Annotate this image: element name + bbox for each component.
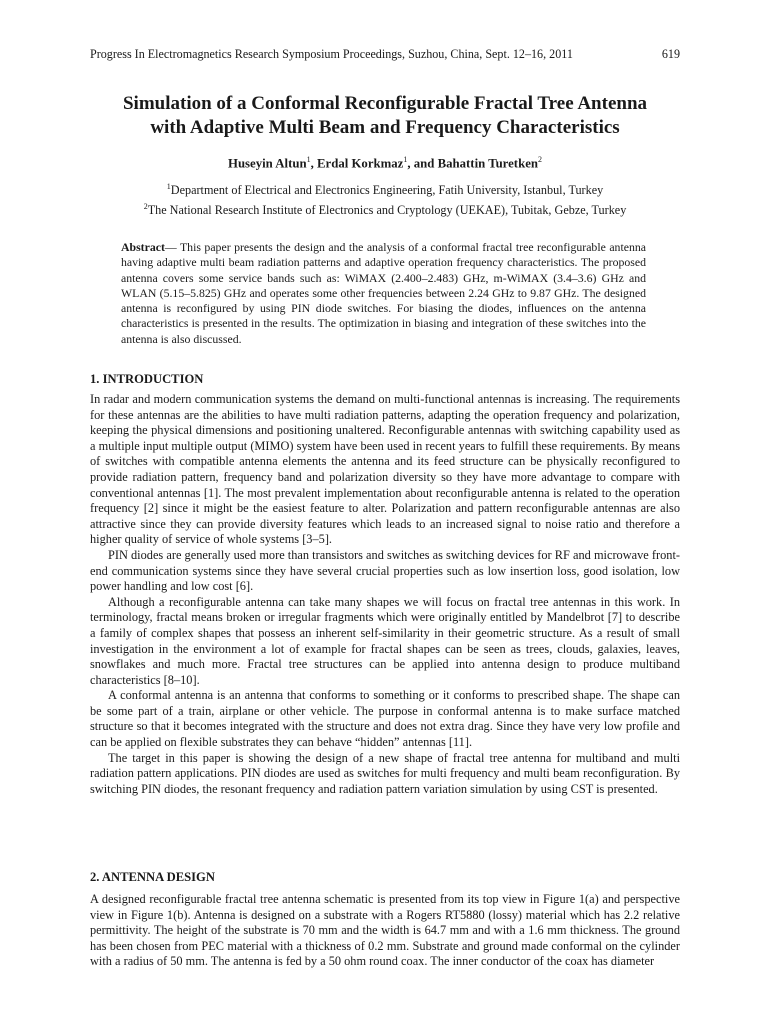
affiliation-text: Department of Electrical and Electronics Engineering, Fatih University, Istanbul, Turkey — [170, 183, 604, 198]
abstract-label: Abstract — [121, 240, 165, 254]
author-name: Erdal Korkmaz — [316, 156, 404, 171]
author-list — [60, 155, 710, 171]
antenna-design-body — [90, 892, 680, 970]
author-name: Huseyin Altun — [227, 156, 307, 171]
running-head — [90, 47, 680, 61]
section-heading-antenna-design: 2. ANTENNA DESIGN — [90, 870, 215, 884]
paragraph: Although a reconfigurable antenna can take many shapes we will focus on fractal tree antennas in this work. In terminology, fractal means broken or irregular fragments which were originally entitled by Mandelbrot [7] to describe a family of complex shapes that possess an inherent self-similarity in their geometric structure. As a result of small investigation in the environment a lot of example for fractal shapes can be seen as trees, clouds, galaxies, leaves, snowflakes and much more. Fractal tree structures can be applied into antenna design to produce multiband characteristics [8–10]. — [90, 594, 680, 687]
author-affiliation-marker: 1 — [306, 155, 311, 164]
abstract-text: — This paper presents the design and the analysis of a conformal fractal tree reconfigurable antenna having adaptive multi beam radiation patterns and adaptive operation frequency characteristics. The proposed antenna covers some service bands such as: WiMAX (2.400–2.483) GHz, m-WiMAX (3.4–3.6) GHz and WLAN (5.15–5.825) GHz and operates some other frequencies between 2.24 GHz to 9.87 GHz. The designed antenna is reconfigured by using PIN diode switches. For biasing the diodes, influences on the antenna characteristics is presented in the results. The optimization in biasing and integration of these switches into the antenna is also discussed. — [121, 240, 646, 346]
affiliation — [60, 199, 710, 219]
title-line-2: with Adaptive Multi Beam and Frequency Characteristics — [150, 117, 620, 138]
paragraph: A designed reconfigurable fractal tree antenna schematic is presented from its top view in Figure 1(a) and perspective view in Figure 1(b). Antenna is designed on a substrate with a Rogers RT5880 (lossy) material which has 2.2 relative permittivity. The height of the substrate is 70 mm and the width is 64.7 mm and with a 1.6 mm thickness. The ground has been chosen from PEC material with a thickness of 0.2 mm. Substrate and ground made conformal on the cylinder with a radius of 50 mm. The antenna is fed by a 50 ohm round coax. The inner conductor of the coax has diameter — [90, 892, 680, 969]
affiliation — [60, 179, 710, 199]
author-name: Bahattin Turetken — [437, 156, 538, 171]
author-affiliation-marker: 1 — [403, 155, 408, 164]
author-separator: , — [310, 156, 317, 171]
paragraph: A conformal antenna is an antenna that conforms to something or it conforms to prescribed shape. The shape can be some part of a train, airplane or other vehicle. The purpose in conformal antenna is to make surface matched structure so that it becomes integrated with the structure and does not extra drag. Since they have very low profile and can be applied on flexible substrates they can behave “hidden” antennas [11]. — [90, 688, 680, 750]
proceedings-citation: Progress In Electromagnetics Research Symposium Proceedings, Suzhou, China, Sept. 12–16, 2011 — [90, 47, 573, 61]
affiliation-text: The National Research Institute of Electronics and Cryptology (UEKAE), Tubitak, Gebze, Turkey — [147, 202, 627, 217]
paper-title — [60, 92, 710, 140]
title-line-1: Simulation of a Conformal Reconfigurable Fractal Tree Antenna — [122, 93, 648, 114]
affiliation-list — [60, 179, 710, 218]
author-separator: , and — [407, 156, 438, 171]
introduction-body — [90, 392, 680, 797]
author-affiliation-marker: 2 — [538, 155, 542, 164]
paragraph: PIN diodes are generally used more than transistors and switches as switching devices for RF and microwave front-end communication systems since they have several crucial properties such as low insertion loss, good isolation, low power handling and low cost [6]. — [90, 547, 680, 594]
page-number: 619 — [661, 47, 680, 61]
paragraph: The target in this paper is showing the design of a new shape of fractal tree antenna for multiband and multi radiation pattern applications. PIN diodes are used as switches for multi frequency and multi beam reconfiguration. By switching PIN diodes, the resonant frequency and radiation pattern variation simulation by using CST is presented. — [90, 750, 680, 796]
abstract — [121, 240, 646, 347]
affiliation-marker: 2 — [143, 201, 148, 211]
affiliation-marker: 1 — [166, 182, 171, 191]
section-heading-introduction: 1. INTRODUCTION — [90, 372, 204, 386]
paragraph: In radar and modern communication systems the demand on multi-functional antennas is increasing. The requirements for these antennas are the abilities to have multi radiation patterns, adapting the operation frequency and polarization, keeping the physical dimensions and positioning unaltered. Reconfigurable antennas with switching capability used as a multiple input multiple output (MIMO) system have been used in recent years to fulfill these requirements. By means of switches with compatible antenna elements the antenna and its feed structure can be physically reconfigured to provide radiation pattern, frequency band and polarization diversity so they have more advantage to compare with conventional antennas [1]. The most prevalent implementation about reconfigurable antenna is related to the operation frequency [2] since it might be the easiest feature to alter. Polarization and pattern reconfigurable antennas are also attractive since they can provide diversity features which leads to an increased signal to noise ratio and therefore a higher quality of service of whole systems [3–5]. — [90, 392, 680, 547]
